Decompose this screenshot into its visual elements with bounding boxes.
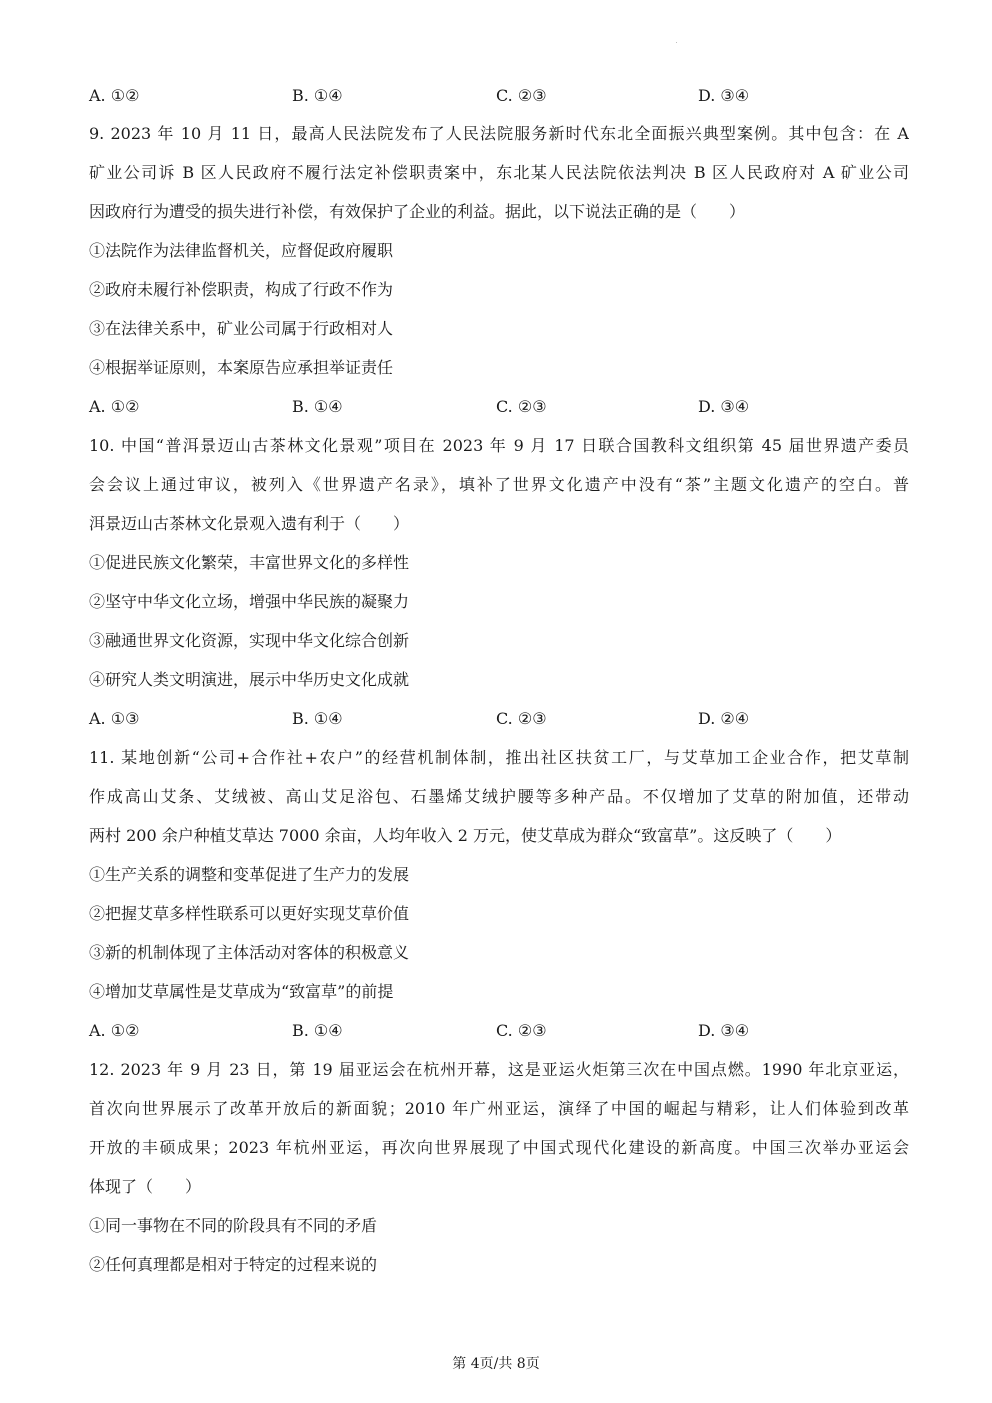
q8-option-a: A. ①② xyxy=(89,86,140,105)
q11-option-a: A. ①② xyxy=(89,1021,140,1040)
q10-option-d: D. ②④ xyxy=(698,709,750,728)
q9-option-c: C. ②③ xyxy=(496,397,547,416)
q10-stem-line: 洱景迈山古茶林文化景观入遗有利于（ ） xyxy=(89,514,410,533)
q12-statement: ①同一事物在不同的阶段具有不同的矛盾 xyxy=(89,1216,378,1235)
q10-option-a: A. ①③ xyxy=(89,709,140,728)
q9-stem-line: 矿业公司诉 B 区人民政府不履行法定补偿职责案中，东北某人民法院依法判决 B 区人民政府对 A 矿业公司 xyxy=(89,163,909,182)
q9-stem-line: 因政府行为遭受的损失进行补偿，有效保护了企业的利益。据此，以下说法正确的是（ ） xyxy=(89,202,746,221)
q9-statement: ①法院作为法律监督机关，应督促政府履职 xyxy=(89,241,394,260)
q10-stem-line: 会会议上通过审议，被列入《世界遗产名录》，填补了世界文化遗产中没有“茶”主题文化遗产的空白。普 xyxy=(89,475,909,494)
q10-option-b: B. ①④ xyxy=(292,709,343,728)
q11-statement: ②把握艾草多样性联系可以更好实现艾草价值 xyxy=(89,904,410,923)
q12-stem-line: 12. 2023 年 9 月 23 日，第 19 届亚运会在杭州开幕，这是亚运火炬第三次在中国点燃。1990 年北京亚运， xyxy=(89,1060,909,1079)
q8-option-b: B. ①④ xyxy=(292,86,343,105)
q8-option-c: C. ②③ xyxy=(496,86,547,105)
q9-statement: ②政府未履行补偿职责，构成了行政不作为 xyxy=(89,280,394,299)
q11-option-d: D. ③④ xyxy=(698,1021,750,1040)
page-number: 第 4页/共 8页 xyxy=(452,1356,540,1372)
q12-stem-line: 体现了（ ） xyxy=(89,1177,202,1196)
q10-statement: ②坚守中华文化立场，增强中华民族的凝聚力 xyxy=(89,592,410,611)
q10-statement: ③融通世界文化资源，实现中华文化综合创新 xyxy=(89,631,410,650)
q12-stem-line: 开放的丰硕成果；2023 年杭州亚运，再次向世界展现了中国式现代化建设的新高度。中国三次举办亚运会 xyxy=(89,1138,909,1157)
q11-stem-line: 作成高山艾条、艾绒被、高山艾足浴包、石墨烯艾绒护腰等多种产品。不仅增加了艾草的附加值，还带动 xyxy=(89,787,909,806)
q10-stem-line: 10. 中国“普洱景迈山古茶林文化景观”项目在 2023 年 9 月 17 日联合国教科文组织第 45 届世界遗产委员 xyxy=(89,436,909,455)
speck xyxy=(676,42,677,43)
q9-stem-line: 9. 2023 年 10 月 11 日，最高人民法院发布了人民法院服务新时代东北全面振兴典型案例。其中包含：在 A xyxy=(89,124,909,143)
q10-statement: ①促进民族文化繁荣，丰富世界文化的多样性 xyxy=(89,553,410,572)
q11-option-c: C. ②③ xyxy=(496,1021,547,1040)
q9-option-a: A. ①② xyxy=(89,397,140,416)
q12-stem-line: 首次向世界展示了改革开放后的新面貌；2010 年广州亚运，演绎了中国的崛起与精彩，让人们体验到改革 xyxy=(89,1099,909,1118)
q11-option-b: B. ①④ xyxy=(292,1021,343,1040)
q9-statement: ③在法律关系中，矿业公司属于行政相对人 xyxy=(89,319,394,338)
q9-statement: ④根据举证原则，本案原告应承担举证责任 xyxy=(89,358,394,377)
q9-option-b: B. ①④ xyxy=(292,397,343,416)
q11-statement: ④增加艾草属性是艾草成为“致富草”的前提 xyxy=(89,982,394,1001)
q8-option-d: D. ③④ xyxy=(698,86,750,105)
q11-stem-line: 两村 200 余户种植艾草达 7000 余亩，人均年收入 2 万元，使艾草成为群众“致富草”。这反映了（ ） xyxy=(89,826,842,845)
q11-stem-line: 11. 某地创新“公司+合作社+农户”的经营机制体制，推出社区扶贫工厂，与艾草加工企业合作，把艾草制 xyxy=(89,748,909,767)
q10-statement: ④研究人类文明演进，展示中华历史文化成就 xyxy=(89,670,410,689)
q11-statement: ①生产关系的调整和变革促进了生产力的发展 xyxy=(89,865,410,884)
q9-option-d: D. ③④ xyxy=(698,397,750,416)
q11-statement: ③新的机制体现了主体活动对客体的积极意义 xyxy=(89,943,410,962)
q10-option-c: C. ②③ xyxy=(496,709,547,728)
q12-statement: ②任何真理都是相对于特定的过程来说的 xyxy=(89,1255,378,1274)
